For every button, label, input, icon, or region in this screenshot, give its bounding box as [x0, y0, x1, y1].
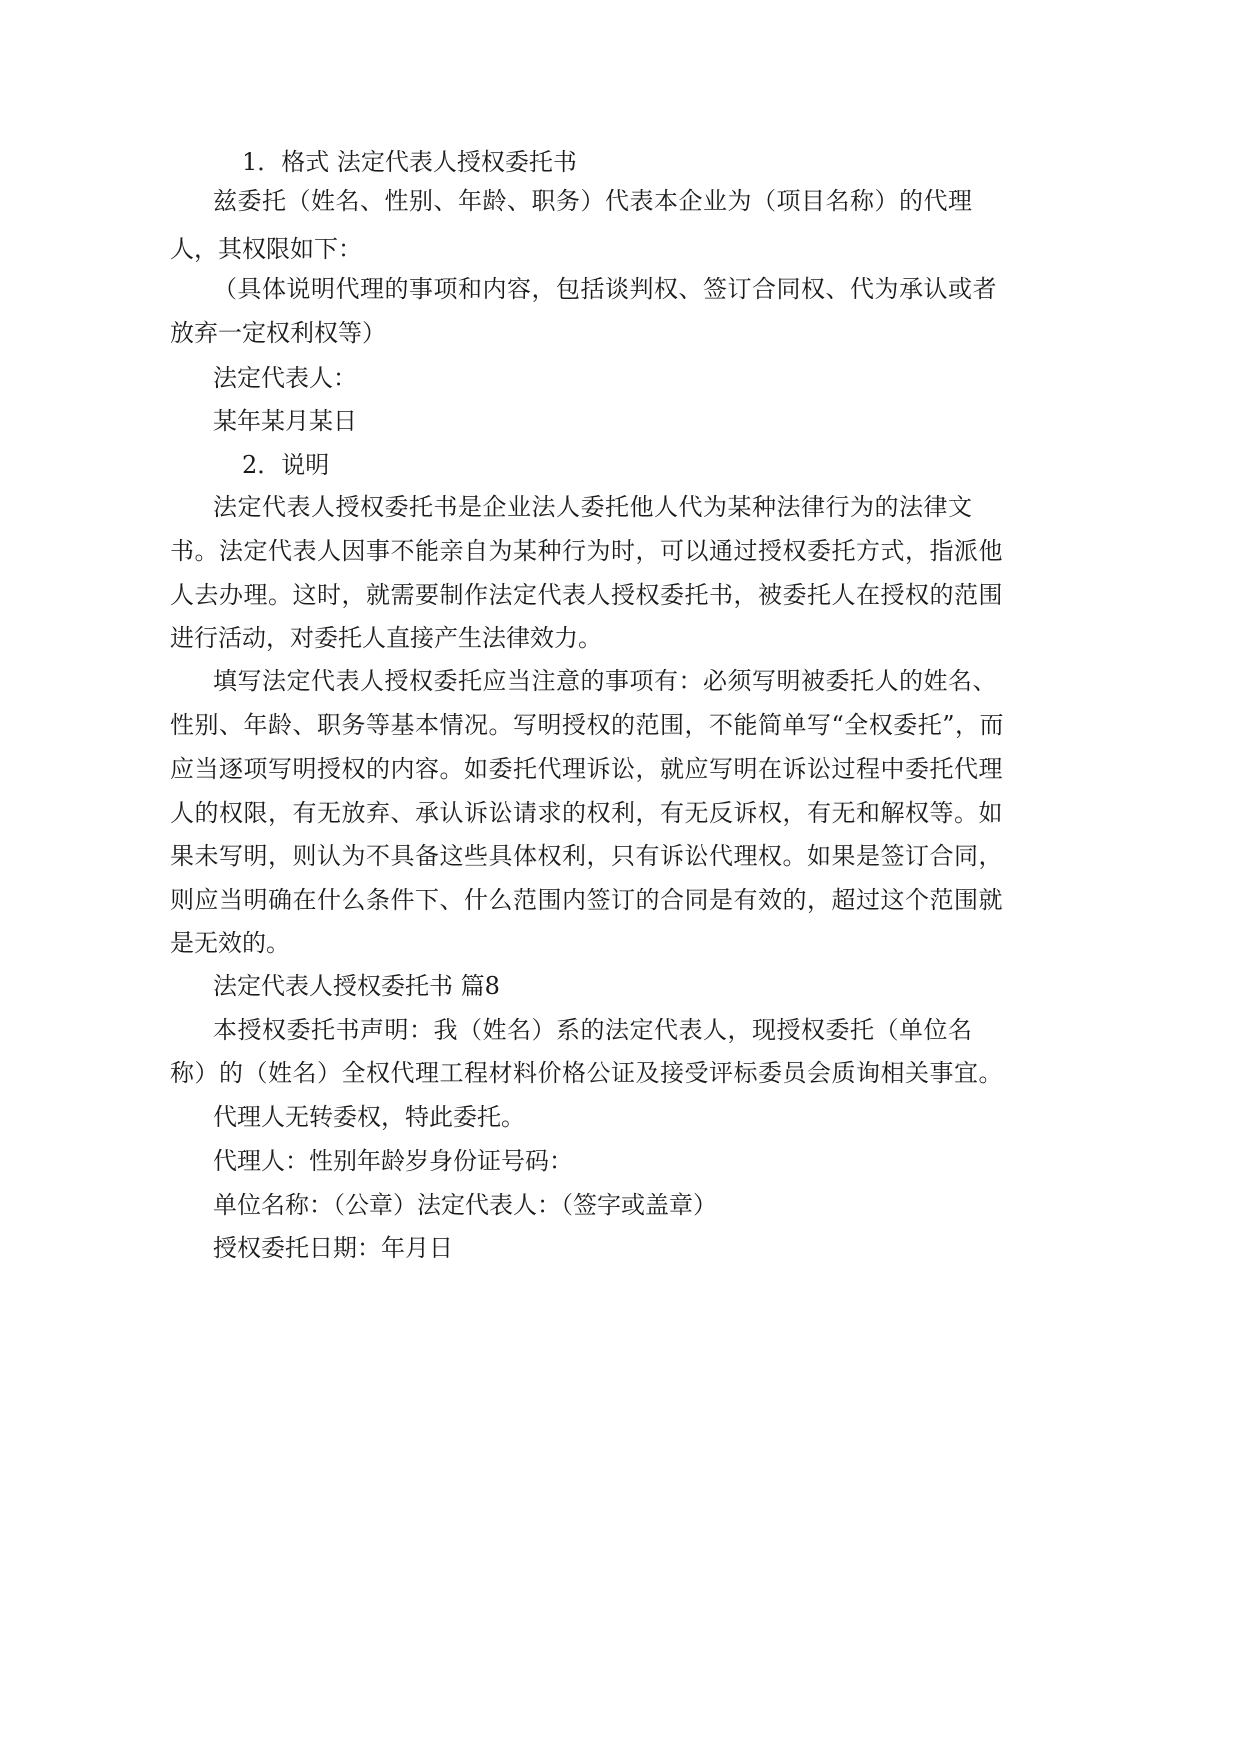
date-placeholder: 某年某月某日: [213, 407, 357, 435]
paragraph-line: 应当逐项写明授权的内容。如委托代理诉讼，就应写明在诉讼过程中委托代理: [170, 755, 1003, 783]
paragraph-line: 果未写明，则认为不具备这些具体权利，只有诉讼代理权。如果是签订合同，: [170, 842, 1003, 870]
section-title-piece-8: 法定代表人授权委托书 篇8: [213, 972, 500, 1000]
paragraph-line: 称）的（姓名）全权代理工程材料价格公证及接受评标委员会质询相关事宜。: [170, 1059, 1003, 1087]
section-heading-format: 1．格式 法定代表人授权委托书: [242, 148, 577, 176]
section-heading-explanation: 2．说明: [242, 451, 330, 479]
authorization-date-field: 授权委托日期：年月日: [213, 1234, 453, 1262]
paragraph-line: 人，其权限如下：: [170, 235, 362, 263]
paragraph-line: 书。法定代表人因事不能亲自为某种行为时，可以通过授权委托方式，指派他: [170, 537, 1003, 565]
paragraph-line: 兹委托（姓名、性别、年龄、职务）代表本企业为（项目名称）的代理: [213, 187, 973, 215]
company-signature-field: 单位名称：（公章）法定代表人：（签字或盖章）: [213, 1191, 717, 1219]
paragraph-line: 放弃一定权利权等）: [170, 319, 386, 347]
agent-info-field: 代理人：性别年龄岁身份证号码：: [213, 1147, 573, 1175]
paragraph-line: 人的权限，有无放弃、承认诉讼请求的权利，有无反诉权，有无和解权等。如: [170, 799, 1003, 827]
paragraph-line: 是无效的。: [170, 929, 290, 957]
paragraph-line: （具体说明代理的事项和内容，包括谈判权、签订合同权、代为承认或者: [213, 275, 997, 303]
paragraph-line: 进行活动，对委托人直接产生法律效力。: [170, 624, 602, 652]
paragraph-line: 法定代表人授权委托书是企业法人委托他人代为某种法律行为的法律文: [213, 493, 973, 521]
signature-label: 法定代表人：: [213, 364, 357, 392]
paragraph-line: 代理人无转委权，特此委托。: [213, 1103, 525, 1131]
paragraph-line: 填写法定代表人授权委托应当注意的事项有：必须写明被委托人的姓名、: [213, 667, 997, 695]
paragraph-line: 本授权委托书声明：我（姓名）系的法定代表人，现授权委托（单位名: [213, 1016, 973, 1044]
paragraph-line: 则应当明确在什么条件下、什么范围内签订的合同是有效的，超过这个范围就: [170, 886, 1003, 914]
paragraph-line: 性别、年龄、职务等基本情况。写明授权的范围，不能简单写“全权委托”，而: [170, 711, 1005, 739]
paragraph-line: 人去办理。这时，就需要制作法定代表人授权委托书，被委托人在授权的范围: [170, 581, 1003, 609]
